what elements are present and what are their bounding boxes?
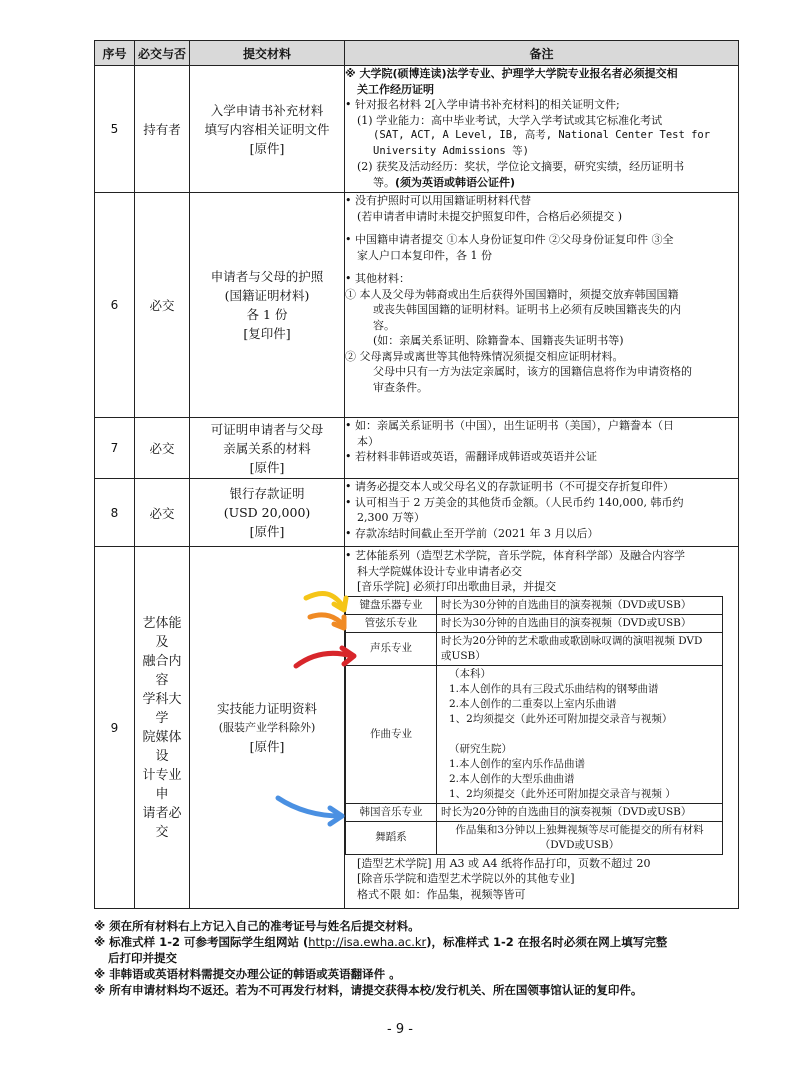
- requirement-line: （研究生院）: [449, 742, 512, 755]
- music-requirement: [437, 665, 723, 803]
- required-line: 融合内容: [142, 653, 182, 688]
- music-requirement: [437, 821, 723, 854]
- material-line: (国籍证明材料): [224, 288, 310, 303]
- note-line: University Admissions 等): [373, 144, 529, 157]
- music-row: [346, 821, 723, 854]
- material-line: (服装产业学科除外): [218, 721, 316, 734]
- note-line: • 艺体能系列（造型艺术学院，音乐学院，体育科学部）及融合内容学: [345, 549, 685, 562]
- music-major: 管弦乐专业: [346, 614, 437, 632]
- row-material: [190, 547, 345, 909]
- note-line: • 没有护照时可以用国籍证明材料代替: [345, 194, 531, 207]
- row-required: 必交: [135, 418, 190, 479]
- note-line: 容。: [373, 318, 395, 332]
- note-line: 关工作经历证明: [357, 82, 434, 96]
- note-emphasis: (须为英语或韩语公证件): [395, 175, 516, 189]
- material-line: [原件]: [249, 524, 285, 539]
- note-line: 科大学院媒体设计专业申请者必交: [357, 564, 522, 578]
- music-requirements-table: [345, 596, 723, 855]
- material-line: 入学申请书补充材料: [210, 102, 324, 118]
- note-line: 格式不限 如：作品集，视频等皆可: [357, 887, 526, 901]
- requirement-line: 1、2均须提交（此外还可附加提交录音与视频）: [449, 712, 673, 725]
- footnote: ※ 非韩语或英语材料需提交办理公证的韩语或英语翻译件 。: [94, 967, 401, 981]
- required-line: 艺体能及: [142, 615, 182, 650]
- row-required: [135, 547, 190, 909]
- footnote: ※ 须在所有材料右上方记入自己的准考证号与姓名后提交材料。: [94, 919, 420, 933]
- footnote: ※ 所有申请材料均不返还。若为不可再发行材料，请提交获得本校/发行机关、所在国领事馆认证的复印件。: [94, 983, 643, 997]
- footnotes: [94, 918, 754, 998]
- row-remarks: [345, 547, 739, 909]
- materials-table: [94, 40, 739, 909]
- music-major: 舞蹈系: [346, 821, 437, 854]
- row-required: 必交: [135, 193, 190, 418]
- note-line: • 针对报名材料 2[入学申请书补充材料]的相关证明文件;: [345, 98, 620, 111]
- row-remarks: [345, 66, 739, 193]
- music-row: [346, 803, 723, 821]
- music-requirement: 时长为30分钟的自选曲目的演奏视频（DVD或USB）: [437, 596, 723, 614]
- table-header-row: [95, 41, 739, 66]
- music-major: 作曲专业: [346, 665, 437, 803]
- material-line: 填写内容相关证明文件: [204, 121, 330, 137]
- row-required: 持有者: [135, 66, 190, 193]
- material-line: [原件]: [249, 739, 285, 754]
- requirement-line: 1、2均须提交（此外还可附加提交录音与视频 ）: [449, 787, 676, 800]
- note-line: ① 本人及父母为韩裔或出生后获得外国国籍时，须提交放弃韩国国籍: [345, 287, 679, 301]
- website-link[interactable]: http://isa.ewha.ac.kr: [308, 935, 427, 949]
- required-line: 请者必交: [142, 805, 182, 840]
- footnote: 后打印并提交: [108, 951, 177, 965]
- music-major: 声乐专业: [346, 632, 437, 665]
- music-requirement: 时长为30分钟的自选曲目的演奏视频（DVD或USB）: [437, 614, 723, 632]
- note-line: • 如：亲属关系证明书（中国），出生证明书（美国），户籍誊本（日: [345, 419, 674, 432]
- material-line: [原件]: [249, 140, 285, 156]
- note-line: 本）: [357, 434, 379, 448]
- material-line: 实技能力证明资料: [216, 701, 317, 716]
- music-row: [346, 614, 723, 632]
- note-line: • 其他材料：: [345, 272, 410, 285]
- table-row: [95, 479, 739, 547]
- material-line: [原件]: [249, 459, 285, 475]
- requirement-line: （DVD或USB）: [539, 838, 620, 851]
- note-line: (1) 学业能力：高中毕业考试，大学入学考试或其它标准化考试: [357, 113, 663, 127]
- note-line: (若申请者申请时未提交护照复印件，合格后必须提交 ): [357, 209, 623, 223]
- music-major: 键盘乐器专业: [346, 596, 437, 614]
- row-number: 7: [95, 418, 135, 479]
- row-material: [190, 479, 345, 547]
- header-material: 提交材料: [190, 41, 345, 66]
- note-line: • 若材料非韩语或英语，需翻译成韩语或英语并公证: [345, 450, 597, 463]
- requirement-line: 1.本人创作的具有三段式乐曲结构的钢琴曲谱: [449, 682, 659, 695]
- row-required: 必交: [135, 479, 190, 547]
- note-line: ※ 大学院(硕博连读)法学专业、护理学大学院专业报名者必须提交相: [345, 67, 678, 80]
- material-line: 各 1 份: [246, 307, 288, 322]
- required-line: 计专业申: [142, 767, 182, 802]
- table-row: [95, 193, 739, 418]
- note-line: • 认可相当于 2 万美金的其他货币金额。（人民币约 140,000, 韩币约: [345, 495, 684, 509]
- table-row: [95, 547, 739, 909]
- music-row: [346, 632, 723, 665]
- note-line: • 请务必提交本人或父母名义的存款证明书（不可提交存折复印件）: [345, 480, 674, 493]
- note-line: (2) 获奖及活动经历：奖状，学位论文摘要，研究实绩，经历证明书: [357, 160, 685, 173]
- row-remarks: [345, 418, 739, 479]
- music-row: [346, 596, 723, 614]
- note-line: 审查条件。: [373, 380, 428, 394]
- music-row: [346, 665, 723, 803]
- footnote-text: )，标准样式 1-2 在报名时必须在网上填写完整: [426, 935, 668, 949]
- note-line: ② 父母离异或离世等其他特殊情况须提交相应证明材料。: [345, 349, 624, 363]
- row-material: [190, 66, 345, 193]
- table-row: [95, 418, 739, 479]
- note-line: [音乐学院] 必须打印出歌曲目录，并提交: [357, 580, 557, 593]
- requirement-line: 1.本人创作的室内乐作品曲谱: [449, 757, 586, 770]
- requirement-line: 作品集和3分钟以上独舞视频等尽可能提交的所有材料: [455, 823, 704, 836]
- required-line: 学科大学: [142, 691, 182, 726]
- requirement-line: 或USB）: [441, 649, 486, 662]
- header-remarks: 备注: [345, 41, 739, 66]
- note-line: (SAT, ACT, A Level, IB, 高考, National Center Test for: [373, 129, 711, 141]
- required-line: 院媒体设: [142, 729, 182, 764]
- requirement-line: 2.本人创作的二重奏以上室内乐曲谱: [449, 697, 617, 710]
- requirement-line: 时长为20分钟的艺术歌曲或歌剧咏叹调的演唱视频 DVD: [441, 634, 703, 647]
- material-line: 可证明申请者与父母: [210, 421, 324, 437]
- note-line: • 存款冻结时间截止至开学前（2021 年 3 月以后）: [345, 526, 599, 540]
- material-line: 申请者与父母的护照: [210, 269, 324, 284]
- note-line: [造型艺术学院] 用 A3 或 A4 纸将作品打印，页数不超过 20: [357, 856, 651, 870]
- note-line: 2,300 万等）: [357, 511, 425, 524]
- row-remarks: [345, 193, 739, 418]
- row-number: 5: [95, 66, 135, 193]
- row-number: 9: [95, 547, 135, 909]
- note-line: 或丧失韩国国籍的证明材料。证明书上必须有反映国籍丧失的内: [373, 303, 681, 316]
- header-no: 序号: [95, 41, 135, 66]
- note-line: [除音乐学院和造型艺术学院以外的其他专业]: [357, 872, 575, 885]
- row-number: 8: [95, 479, 135, 547]
- material-line: [复印件]: [243, 326, 291, 341]
- music-requirement: 时长为20分钟的自选曲目的演奏视频（DVD或USB）: [437, 803, 723, 821]
- music-requirement: [437, 632, 723, 665]
- footnote: [94, 934, 754, 950]
- note-line: (如：亲属关系证明、除籍誊本、国籍丧失证明书等): [373, 334, 624, 347]
- note-line: 父母中只有一方为法定亲属时，该方的国籍信息将作为申请资格的: [373, 365, 692, 378]
- requirement-line: 2.本人创作的大型乐曲曲谱: [449, 772, 575, 785]
- note-text: 等。: [373, 175, 395, 189]
- row-material: [190, 418, 345, 479]
- material-line: 亲属关系的材料: [223, 440, 311, 456]
- music-major: 韩国音乐专业: [346, 803, 437, 821]
- requirement-line: （本科）: [449, 667, 491, 680]
- material-line: (USD 20,000): [223, 505, 311, 520]
- note-line: • 中国籍申请者提交 ①本人身份证复印件 ②父母身份证复印件 ③全: [345, 233, 674, 246]
- row-remarks: [345, 479, 739, 547]
- footnote-text: ※ 标准式样 1-2 可参考国际学生组网站 (: [94, 935, 309, 949]
- table-row: [95, 66, 739, 193]
- material-line: 银行存款证明: [229, 486, 305, 501]
- row-number: 6: [95, 193, 135, 418]
- page-number: - 9 -: [387, 1022, 413, 1037]
- row-material: [190, 193, 345, 418]
- header-required: 必交与否: [135, 41, 190, 66]
- note-line: 家人户口本复印件，各 1 份: [357, 248, 492, 262]
- note-line: [345, 175, 738, 191]
